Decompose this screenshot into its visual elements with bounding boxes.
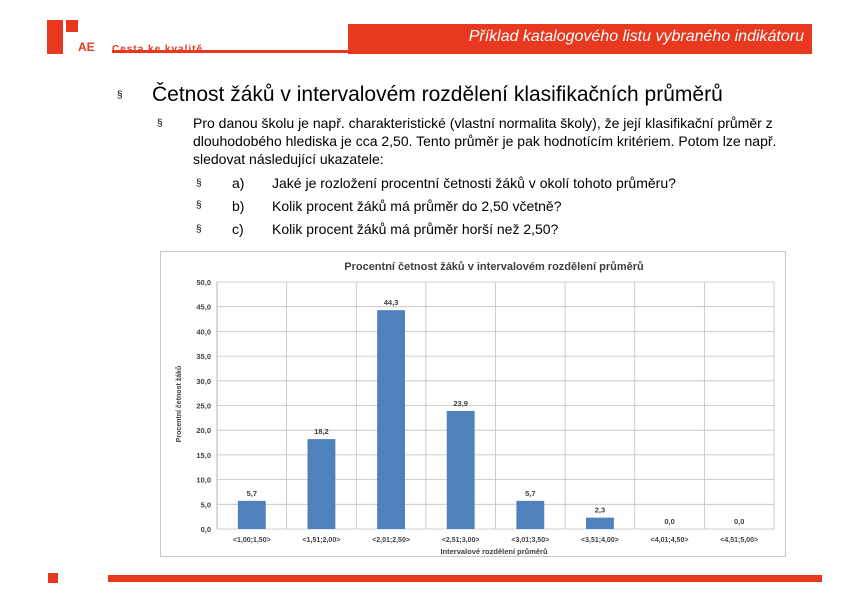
logo-text: AE (78, 40, 95, 54)
bar-chart-svg (161, 252, 785, 556)
x-axis-label: Intervalové rozdělení průměrů (440, 547, 548, 556)
footer-bar (108, 575, 822, 582)
question-letter: a) (232, 175, 245, 191)
y-axis-label: Procentní četnost žáků (176, 365, 183, 443)
question-text: Jaké je rozložení procentní četnosti žáků v okolí tohoto průměru? (272, 175, 676, 191)
slide-title: Příklad katalogového listu vybraného indikátoru (468, 28, 804, 45)
y-tick-label: 20,0 (196, 426, 211, 436)
bar-value-label: 0,0 (664, 517, 675, 526)
y-tick-label: 35,0 (196, 352, 211, 362)
x-tick-label: <2,51;3,00> (441, 537, 480, 544)
x-tick-label: <1,00;1,50> (232, 537, 271, 544)
bar-value-label: 23,9 (453, 398, 468, 408)
chart-gridlines (196, 278, 774, 534)
logo-mark (47, 20, 63, 54)
bar (238, 501, 266, 529)
bar (308, 439, 336, 529)
bar-value-label: 5,7 (525, 488, 536, 498)
bar-value-label: 5,7 (246, 488, 258, 498)
logo-mark-small (66, 20, 78, 32)
title-bar-background (348, 24, 812, 54)
x-tick-label: <4,01;4,50> (650, 537, 689, 544)
bar (586, 518, 614, 529)
x-tick-label: <2,01;2,50> (372, 537, 410, 544)
footer-square (48, 573, 58, 583)
y-tick-label: 50,0 (196, 278, 211, 287)
y-tick-label: 25,0 (196, 401, 211, 411)
y-tick-label: 40,0 (196, 327, 211, 337)
x-tick-label: <3,01;3,50> (511, 537, 550, 544)
question-text: Kolik procent žáků má průměr do 2,50 včetně? (272, 198, 562, 214)
question-letter: c) (232, 221, 244, 237)
y-tick-label: 15,0 (196, 450, 211, 460)
bar (447, 411, 475, 529)
chart-title: Procentní četnost žáků v intervalovém rozdělení průměrů (344, 261, 644, 273)
title-bar (88, 24, 812, 54)
bar (516, 501, 544, 529)
x-tick-label: <1,51;2,00> (302, 537, 341, 544)
x-tick-label: <3,51;4,00> (581, 537, 619, 544)
bar-value-label: 18,2 (314, 427, 329, 437)
paragraph-bullet-icon: § (157, 118, 163, 129)
bar-value-label: 44,3 (383, 298, 399, 308)
bar-value-label: 2,3 (594, 505, 606, 515)
description-paragraph: Pro danou školu je např. charakteristické (vlastní normalita školy), že její klasifikační průměr z dlouhodobého hlediska je cca 2,50. Tento průměr je pak hodnotícím kritériem. Potom lze např. sledovat následující ukazatele: (193, 115, 777, 167)
y-tick-label: 0,0 (200, 525, 211, 534)
question-bullet-icon: § (196, 224, 202, 235)
question-bullet-icon: § (196, 200, 202, 211)
y-tick-label: 5,0 (200, 500, 211, 510)
bar-value-label: 0,0 (733, 517, 745, 526)
question-text: Kolik procent žáků má průměr horší než 2,50? (272, 221, 559, 237)
slide-heading: Četnost žáků v intervalovém rozdělení klasifikačních průměrů (152, 83, 723, 106)
question-letter: b) (232, 198, 245, 214)
y-tick-label: 10,0 (196, 475, 211, 485)
bar-chart (160, 251, 786, 557)
question-bullet-icon: § (196, 178, 202, 189)
heading-bullet-icon: § (117, 90, 123, 101)
y-tick-label: 30,0 (196, 376, 211, 386)
bar (377, 310, 405, 529)
x-tick-label: <4,51;5,00> (720, 537, 759, 544)
y-tick-label: 45,0 (196, 302, 211, 312)
